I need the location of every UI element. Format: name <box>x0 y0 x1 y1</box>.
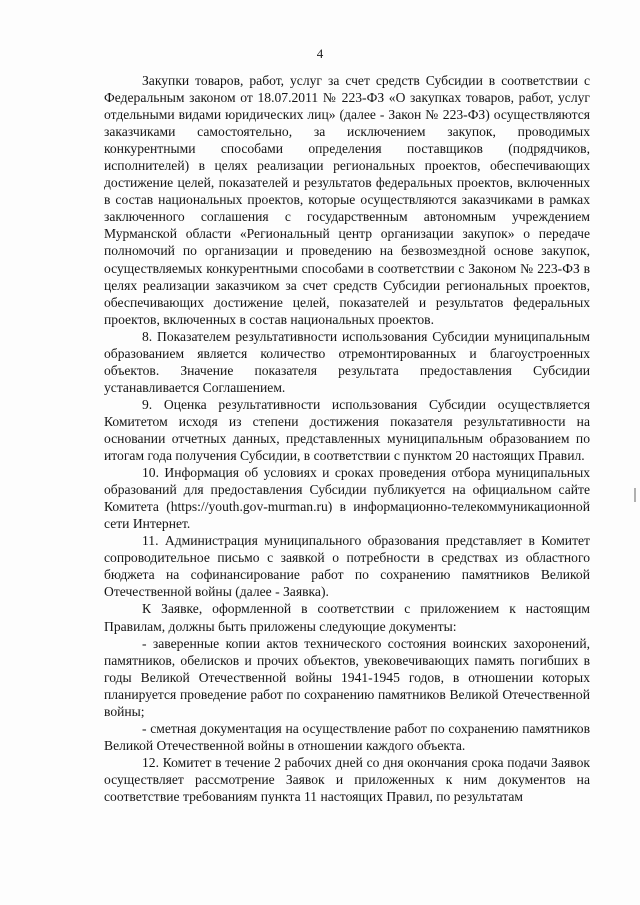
paragraph-item-12: 12. Комитет в течение 2 рабочих дней со дня окончания срока подачи Заявок осуществляет рассмотрение Заявок и приложенных к ним документов на соответствие требованиям пункта 11 настоящих Правил, по результатам <box>104 754 590 804</box>
paragraph-item-11: 11. Администрация муниципального образования представляет в Комитет сопроводительное письмо с заявкой о потребности в средствах из областного бюджета на софинансирование работ по сохранению памятников Великой Отечественной войны (далее - Заявка). <box>104 533 590 600</box>
list-item-technical-acts: - заверенные копии актов технического состояния воинских захоронений, памятников, обелисков и прочих объектов, увековечивающих память погибших в годы Великой Отечественной войны 1941-1945 годов, в отношении которых планируется проведение работ по сохранению памятников Великой Отечественной войны; <box>104 635 590 719</box>
paragraph-item-8: 8. Показателем результативности использования Субсидии муниципальным образованием является количество отремонтированных и благоустроенных объектов. Значение показателя результата предоставления Субсидии устанавливается Соглашением. <box>104 328 590 395</box>
paragraph-item-9: 9. Оценка результативности использования Субсидии осуществляется Комитетом исходя из степени достижения показателя результативности на основании отчетных данных, представленных муниципальным образованием по итогам года получения Субсидии, в соответствии с пунктом 20 настоящих Правил. <box>104 396 590 464</box>
list-item-estimate-documentation: - сметная документация на осуществление работ по сохранению памятников Великой Отечественной войны в отношении каждого объекта. <box>104 720 590 753</box>
paragraph-item-10: 10. Информация об условиях и сроках проведения отбора муниципальных образований для предоставления Субсидии публикуется на официальном сайте Комитета (https://youth.gov-murman.ru) в информационно-телекоммуникационной сети Интернет. <box>104 465 590 532</box>
document-body <box>104 72 590 805</box>
paragraph-procurement: Закупки товаров, работ, услуг за счет средств Субсидии в соответствии с Федеральным законом от 18.07.2011 № 223-ФЗ «О закупках товаров, работ, услуг отдельными видами юридических лиц» (далее - Закон № 223-ФЗ) осуществляются заказчиками самостоятельно, за исключением закупок, проводимых конкурентными способами определения поставщиков (подрядчиков, исполнителей) в целях реализации региональных проектов, обеспечивающих достижение целей, показателей и результатов федеральных проектов, включенных в состав национальных проектов, которые осуществляются заказчиками в рамках заключенного соглашения с государственным автономным учреждением Мурманской области «Региональный центр организации закупок» о передаче полномочий по организации и проведению на безвозмездной основе закупок, осуществляемых конкурентными способами в соответствии с Законом № 223-ФЗ в целях реализации заказчиком за счет средств Субсидии региональных проектов, обеспечивающих достижение целей, показателей и результатов федеральных проектов, включенных в состав национальных проектов. <box>104 73 590 327</box>
paragraph-application-documents: К Заявке, оформленной в соответствии с приложением к настоящим Правилам, должны быть приложены следующие документы: <box>104 601 590 634</box>
scan-margin-mark <box>634 488 636 502</box>
page-number: 4 <box>316 46 324 61</box>
